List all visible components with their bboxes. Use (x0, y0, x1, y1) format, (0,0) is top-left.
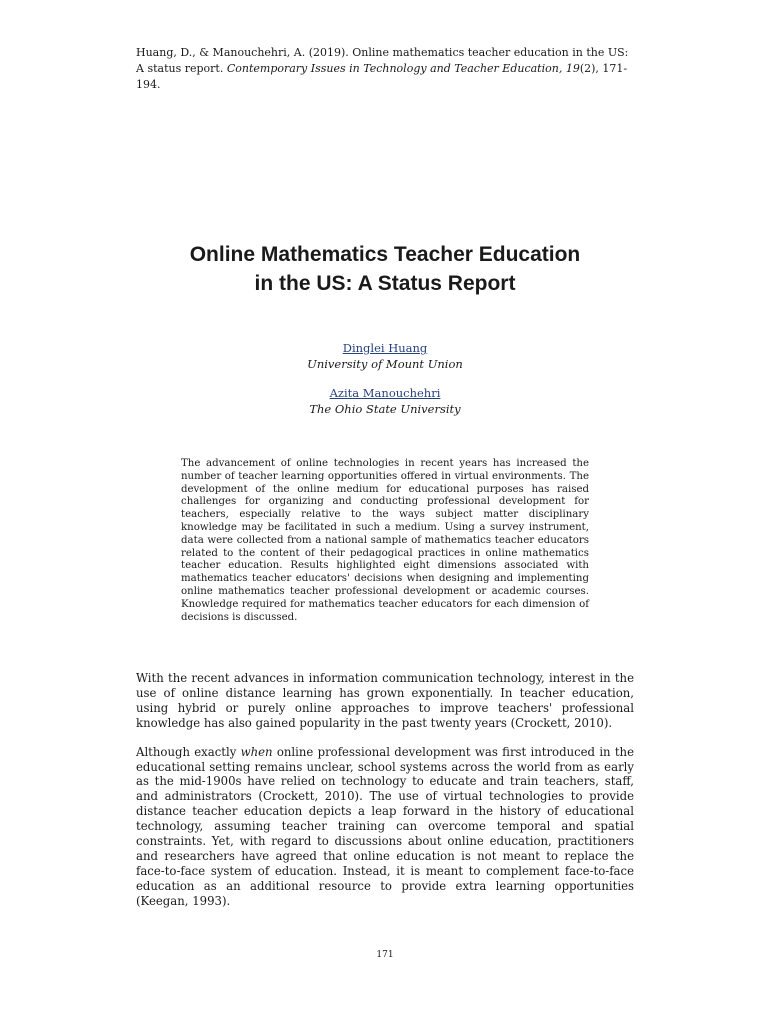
citation-text: Huang, D., & Manouchehri, A. (2019). Online mathematics teacher education in the US: A status report. (136, 46, 629, 75)
author-2-affiliation: The Ohio State University (309, 402, 461, 416)
page-number: 171 (376, 950, 394, 960)
body-paragraph-2-rest: online professional development was first introduced in the educational setting remains unclear, school systems across the world from as early as the mid-1900s have relied on technology to educate and train teachers, staff, and administrators (Crockett, 2010). The use of virtual technologies to provide distance teacher education depicts a leap forward in the history of educational technology, assuming teacher training can overcome temporal and spatial constraints. Yet, with regard to discussions about online education, practitioners and researchers have agreed that online education is not meant to replace the face-to-face system of education. Instead, it is meant to complement face-to-face education as an additional resource to provide extra learning opportunities (Keegan, 1993). (136, 744, 634, 908)
citation-issue: (2), 171-194. (136, 62, 628, 91)
title-line-2: in the US: A Status Report (254, 272, 516, 295)
title-line-1: Online Mathematics Teacher Education (189, 243, 581, 266)
author-2-name-link[interactable]: Azita Manouchehri (329, 386, 441, 400)
paper-title (0, 240, 770, 298)
author-1 (0, 340, 770, 372)
body-text (136, 671, 634, 923)
author-1-affiliation: University of Mount Union (307, 357, 463, 371)
body-paragraph-1: With the recent advances in information communication technology, interest in the use of online distance learning has grown exponentially. In teacher education, using hybrid or purely online approaches to improve teachers' professional knowledge has also gained popularity in the past twenty years (Crockett, 2010). (136, 671, 634, 730)
citation-journal: Contemporary Issues in Technology and Teacher Education, 19 (226, 62, 580, 75)
abstract: The advancement of online technologies in recent years has increased the number of teacher learning opportunities offered in virtual environments. The development of the online medium for educational purposes has raised challenges for organizing and conducting professional development for teachers, especially relative to the ways subject matter disciplinary knowledge may be facilitated in such a medium. Using a survey instrument, data were collected from a national sample of mathematics teacher educators related to the content of their pedagogical practices in online mathematics teacher education. Results highlighted eight dimensions associated with mathematics teacher educators' decisions when designing and implementing online mathematics teacher professional development or academic courses. Knowledge required for mathematics teacher educators for each dimension of decisions is discussed. (181, 458, 589, 623)
body-paragraph-2-emphasis: when (240, 744, 273, 759)
body-paragraph-2-start: Although exactly (136, 744, 241, 759)
body-paragraph-2 (136, 745, 634, 909)
author-2 (0, 385, 770, 417)
author-1-name-link[interactable]: Dinglei Huang (342, 341, 428, 355)
citation-header (136, 45, 636, 93)
author-list (0, 340, 770, 430)
